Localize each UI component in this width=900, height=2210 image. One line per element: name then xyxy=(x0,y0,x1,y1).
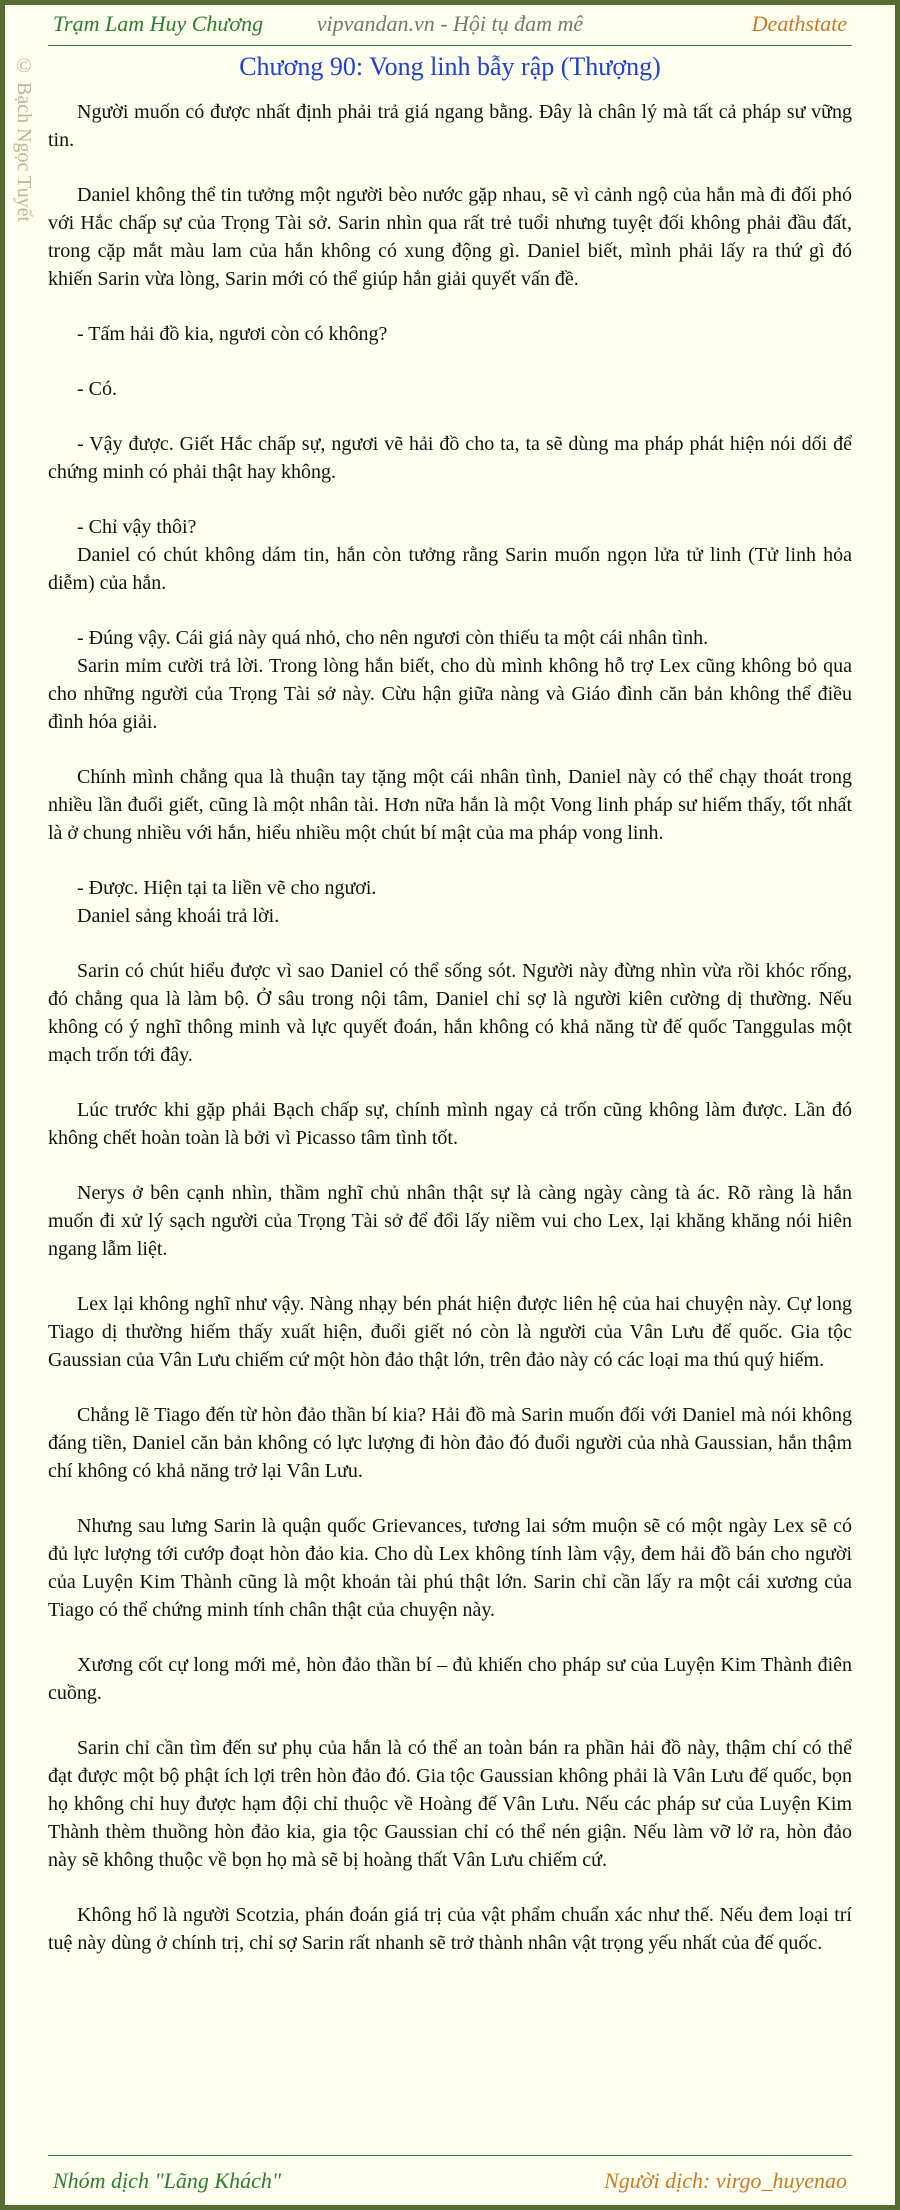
paragraph: - Được. Hiện tại ta liền vẽ cho ngươi. xyxy=(77,877,377,899)
page-header xyxy=(5,5,895,45)
paragraph: Nhưng sau lưng Sarin là quận quốc Grievances, tương lai sớm muộn sẽ có một ngày Lex sẽ có đủ lực lượng tới cướp đoạt hòn đảo kia. Cho dù Lex không tính làm vậy, đem hải đồ bán cho người của Luyện Kim Thành cũng là một khoản tài phú thật lớn. Sarin chỉ cần lấy ra một cái xương của Tiago có thể chứng minh tính chân thật của chuyện này. xyxy=(48,1515,852,1621)
header-divider xyxy=(48,45,852,46)
paragraph: Chính mình chẳng qua là thuận tay tặng một cái nhân tình, Daniel này có thể chạy thoát trong nhiều lần đuổi giết, cũng là một nhân tài. Hơn nữa hắn là một Vong linh pháp sư hiếm thấy, tốt nhất là ở chung nhiều với hắn, hiểu nhiều một chút bí mật của ma pháp vong linh. xyxy=(48,766,852,844)
header-book-title: Deathstate xyxy=(751,11,847,36)
header-website: vipvandan.vn - Hội tụ đam mê xyxy=(316,11,584,36)
paragraph: Sarin mỉm cười trả lời. Trong lòng hắn biết, cho dù mình không hỗ trợ Lex cũng không bỏ qua cho những người của Trọng Tài sở này. Cừu hận giữa nàng và Giáo đình căn bản không thể điều đình hóa giải. xyxy=(48,655,852,733)
paragraph: Sarin có chút hiểu được vì sao Daniel có thể sống sót. Người này đừng nhìn vừa rồi khóc rống, đó chẳng qua là làm bộ. Ở sâu trong nội tâm, Daniel chỉ sợ là người kiên cường dị thường. Nếu không có ý nghĩ thông minh và lực quyết đoán, hắn không có khả năng từ đế quốc Tanggulas một mạch trốn tới đây. xyxy=(48,960,852,1066)
page-footer xyxy=(5,2162,895,2202)
paragraph: Lex lại không nghĩ như vậy. Nàng nhạy bén phát hiện được liên hệ của hai chuyện này. Cự long Tiago dị thường hiếm thấy xuất hiện, đuổi giết nó còn là người của Vân Lưu đế quốc. Gia tộc Gaussian của Vân Lưu chiếm cứ một hòn đảo thật lớn, trên đảo này có các loại ma thú quý hiếm. xyxy=(48,1293,852,1371)
footer-divider xyxy=(48,2155,852,2156)
paragraph: Daniel không thể tin tưởng một người bèo nước gặp nhau, sẽ vì cảnh ngộ của hắn mà đi đối phó với Hắc chấp sự của Trọng Tài sở. Sarin nhìn qua rất trẻ tuổi nhưng tuyệt đối không phải đầu đất, trong cặp mắt màu lam của hắn không có xung động gì. Daniel biết, mình phải lấy ra thứ gì đó khiến Sarin vừa lòng, Sarin mới có thể giúp hắn giải quyết vấn đề. xyxy=(48,184,852,290)
chapter-content xyxy=(48,98,852,1984)
paragraph: Lúc trước khi gặp phải Bạch chấp sự, chính mình ngay cả trốn cũng không làm được. Lần đó không chết hoàn toàn là bởi vì Picasso tâm tình tốt. xyxy=(48,1099,852,1149)
copyright-watermark: © Bạch Ngọc Tuyết xyxy=(13,55,35,222)
footer-group-name: Nhóm dịch "Lãng Khách" xyxy=(53,2168,282,2193)
paragraph: - Đúng vậy. Cái giá này quá nhỏ, cho nên ngươi còn thiếu ta một cái nhân tình. xyxy=(77,627,709,649)
footer-translator: Người dịch: virgo_huyenao xyxy=(604,2168,847,2193)
paragraph: Chẳng lẽ Tiago đến từ hòn đảo thần bí kia? Hải đồ mà Sarin muốn đối với Daniel mà nói không đáng tiền, Daniel căn bản không có lực lượng đi hòn đảo đó đuổi người của nhà Gaussian, hắn thậm chí không có khả năng trở lại Vân Lưu. xyxy=(48,1404,852,1482)
paragraph: Daniel có chút không dám tin, hắn còn tưởng rằng Sarin muốn ngọn lửa tử linh (Tử linh hỏa diễm) của hắn. xyxy=(48,544,852,594)
paragraph: - Có. xyxy=(77,378,117,400)
paragraph: Người muốn có được nhất định phải trả giá ngang bằng. Đây là chân lý mà tất cả pháp sư vững tin. xyxy=(48,101,852,151)
paragraph: - Chỉ vậy thôi? xyxy=(77,516,197,538)
chapter-title: Chương 90: Vong linh bẫy rập (Thượng) xyxy=(239,52,661,81)
paragraph: Xương cốt cự long mới mẻ, hòn đảo thần bí – đủ khiến cho pháp sư của Luyện Kim Thành điên cuồng. xyxy=(48,1654,852,1704)
paragraph: Nerys ở bên cạnh nhìn, thầm nghĩ chủ nhân thật sự là càng ngày càng tà ác. Rõ ràng là hắn muốn đi xử lý sạch người của Trọng Tài sở để đổi lấy niềm vui cho Lex, lại khăng khăng nói hiên ngang lẫm liệt. xyxy=(48,1182,852,1260)
paragraph: Daniel sảng khoái trả lời. xyxy=(77,905,280,927)
paragraph: - Vậy được. Giết Hắc chấp sự, ngươi vẽ hải đồ cho ta, ta sẽ dùng ma pháp phát hiện nói dối để chứng minh có phải thật hay không. xyxy=(48,433,852,483)
paragraph: - Tấm hải đồ kia, ngươi còn có không? xyxy=(77,323,388,345)
header-site-name: Trạm Lam Huy Chương xyxy=(53,11,264,36)
paragraph: Sarin chỉ cần tìm đến sư phụ của hắn là có thể an toàn bán ra phần hải đồ này, thậm chí có thể đạt được một bộ phật ích lợi trên hòn đảo đó. Gia tộc Gaussian không phải là Vân Lưu đế quốc, bọn họ không chỉ huy được hạm đội chỉ thuộc về Hoàng đế Vân Lưu. Nếu các pháp sư của Luyện Kim Thành thèm thuồng hòn đảo kia, gia tộc Gaussian chỉ có thể nén giận. Nếu làm vỡ lở ra, hòn đảo này sẽ không thuộc về bọn họ mà sẽ bị hoàng thất Vân Lưu chiếm cứ. xyxy=(48,1737,852,1871)
paragraph: Không hổ là người Scotzia, phán đoán giá trị của vật phẩm chuẩn xác như thế. Nếu đem loại trí tuệ này dùng ở chính trị, chỉ sợ Sarin rất nhanh sẽ trở thành nhân vật trọng yếu nhất của đế quốc. xyxy=(48,1904,852,1954)
